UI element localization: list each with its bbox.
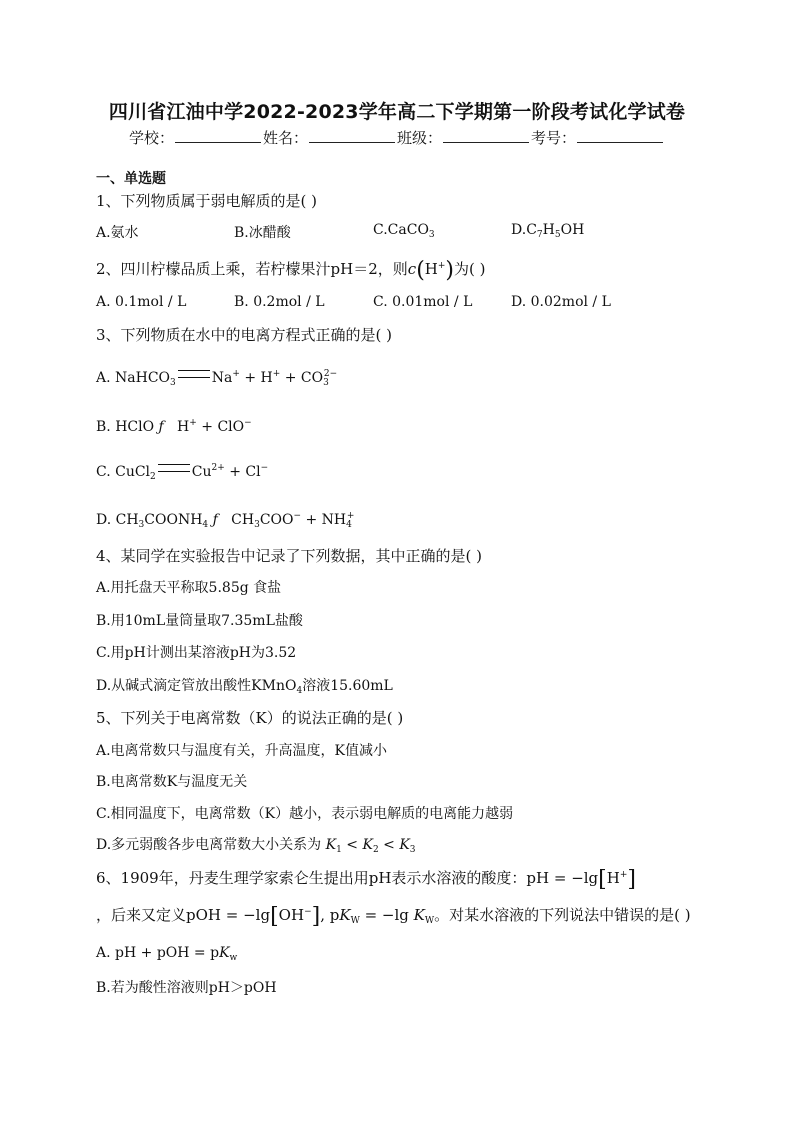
name-blank[interactable] bbox=[309, 128, 395, 143]
question-4-stem: 4、某同学在实验报告中记录了下列数据，其中正确的是( ) bbox=[96, 547, 483, 565]
question-6-stem: 6、1909年，丹麦生理学家索仑生提出用pH表示水溶液的酸度：pH = −lg[H+] bbox=[96, 867, 636, 892]
q2-option-b: B. 0.2mol / L bbox=[234, 294, 325, 310]
q5-option-d: D.多元弱酸各步电离常数大小关系为 $K_1 < K_2 < K_3$ bbox=[96, 837, 416, 855]
q3-option-d: D. $CH_3COONH_4$ ƒ $CH_3COO^- + NH_4^+$ bbox=[96, 511, 355, 530]
q3-option-a: A. NaHCO$_3$ $Na^+ + H^+ + CO_3^{2-}$ bbox=[96, 369, 338, 388]
q4-option-c: C.用pH计测出某溶液pH为3.52 bbox=[96, 645, 297, 661]
q1-option-d: $D.C_7H_5OH$ bbox=[511, 222, 585, 240]
question-6-line-2: ，后来又定义pOH = −lg[OH−], $pK_W = -\lg$ $K_W$。对某水溶液的下列说法中错误的是( ) bbox=[96, 904, 691, 929]
number-blank[interactable] bbox=[577, 128, 663, 143]
q5-option-a: A.电离常数只与温度有关，升高温度，K值减小 bbox=[96, 743, 388, 759]
school-label: 学校： bbox=[128, 129, 174, 147]
q1-option-a: A.氨水 bbox=[96, 225, 139, 241]
page-title: 四川省江油中学2022-2023学年高二下学期第一阶段考试化学试卷 bbox=[108, 101, 686, 123]
q3-option-c: C. CuCl$_2$ $Cu^{2+} + Cl^-$ bbox=[96, 463, 269, 482]
question-5-stem: 5、下列关于电离常数（K）的说法正确的是( ) bbox=[96, 709, 404, 727]
q2-option-c: C. 0.01mol / L bbox=[373, 294, 473, 310]
q6-option-a: A. pH + pOH = $pK_w$ bbox=[96, 945, 238, 963]
q3-option-b: B. HClO ƒ H+ + ClO− bbox=[96, 418, 252, 435]
school-blank[interactable] bbox=[175, 128, 261, 143]
class-blank[interactable] bbox=[443, 128, 529, 143]
q4-option-b: B.用10mL量筒量取7.35mL盐酸 bbox=[96, 613, 303, 629]
q5-option-c: C.相同温度下，电离常数（K）越小，表示弱电解质的电离能力越弱 bbox=[96, 806, 514, 822]
question-1-stem: 1、下列物质属于弱电解质的是( ) bbox=[96, 192, 318, 210]
student-info-row bbox=[0, 127, 794, 148]
name-label: 姓名： bbox=[262, 129, 308, 147]
q4-option-a: A.用托盘天平称取5.85g 食盐 bbox=[96, 580, 282, 596]
q4-option-d: D.从碱式滴定管放出酸性KMnO$_4$溶液15.60mL bbox=[96, 678, 393, 696]
number-label: 考号： bbox=[531, 129, 577, 147]
class-label: 班级： bbox=[397, 129, 443, 147]
q2-option-a: A. 0.1mol / L bbox=[96, 294, 187, 310]
q2-option-d: D. 0.02mol / L bbox=[511, 294, 611, 310]
q1-option-b: B.冰醋酸 bbox=[234, 225, 291, 241]
q1-option-c: C.CaCO$_3$ bbox=[373, 222, 435, 240]
q6-option-b: B.若为酸性溶液则pH＞pOH bbox=[96, 980, 277, 996]
question-2-stem: 2、四川柠檬品质上乘，若柠檬果汁pH＝2，则c(H+)为( ) bbox=[96, 258, 486, 283]
section-heading: 一、单选题 bbox=[96, 171, 166, 187]
question-3-stem: 3、下列物质在水中的电离方程式正确的是( ) bbox=[96, 326, 393, 344]
q5-option-b: B.电离常数K与温度无关 bbox=[96, 774, 248, 790]
